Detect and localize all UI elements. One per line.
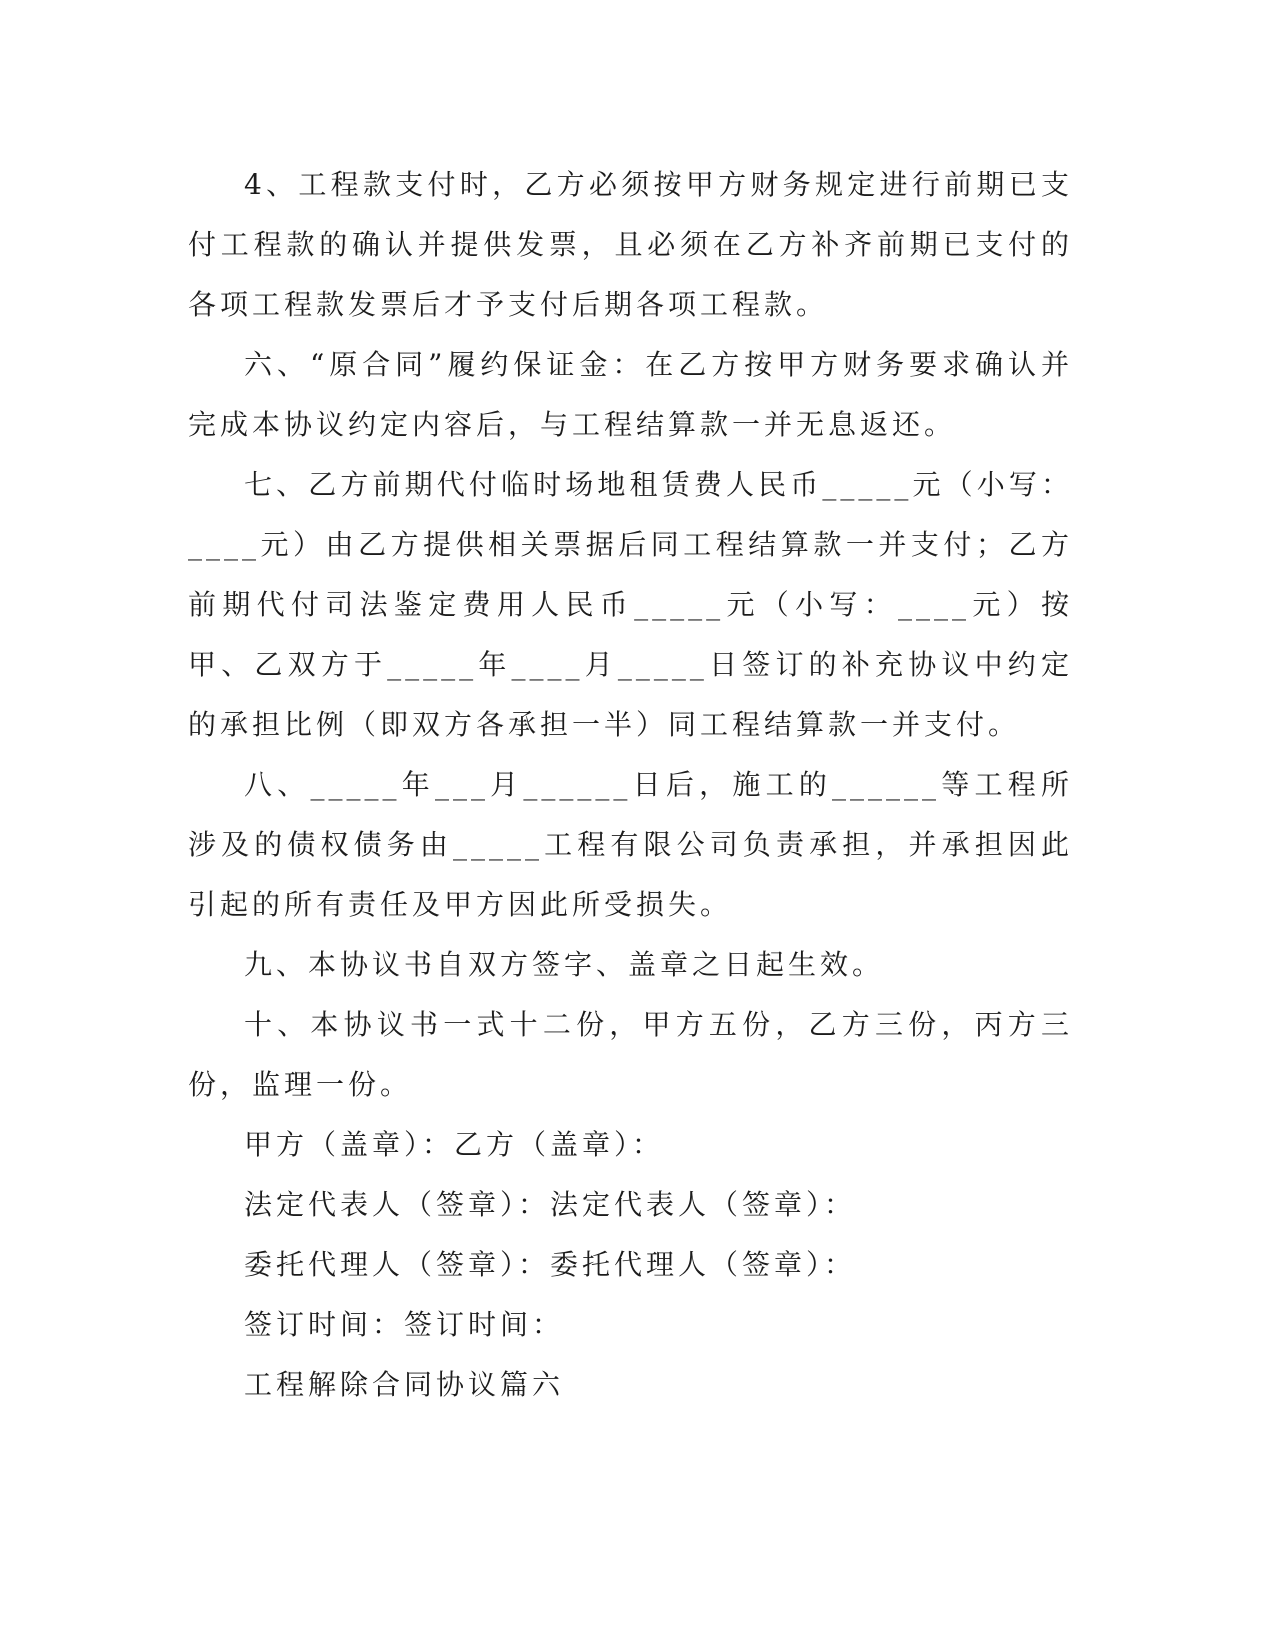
- clause-6-deposit: 六、“原合同”履约保证金：在乙方按甲方财务要求确认并完成本协议约定内容后，与工程结算款一并无息返还。: [188, 348, 1073, 441]
- signature-agent: 委托代理人（签章）：委托代理人（签章）：: [244, 1248, 857, 1281]
- section-heading: 工程解除合同协议篇六: [244, 1368, 565, 1401]
- signature-party-seal: 甲方（盖章）：乙方（盖章）：: [244, 1128, 665, 1161]
- clause-8-liabilities: 八、_____年___月______日后，施工的______等工程所涉及的债权债务由_____工程有限公司负责承担，并承担因此引起的所有责任及甲方因此所受损失。: [188, 768, 1073, 921]
- clause-7-fees: 七、乙方前期代付临时场地租赁费人民币_____元（小写：____元）由乙方提供相关票据后同工程结算款一并支付；乙方前期代付司法鉴定费用人民币_____元（小写：____元）按甲、乙双方于_____年____月_____日签订的补充协议中约定的承担比例（即双方各承担一半）同工程结算款一并支付。: [188, 468, 1073, 741]
- clause-9-effective: 九、本协议书自双方签字、盖章之日起生效。: [244, 948, 885, 981]
- signature-date: 签订时间：签订时间：: [244, 1308, 565, 1341]
- clause-10-copies: 十、本协议书一式十二份，甲方五份，乙方三份，丙方三份，监理一份。: [188, 1008, 1073, 1101]
- document-body: [188, 155, 1073, 1415]
- signature-legal-rep: 法定代表人（签章）：法定代表人（签章）：: [244, 1188, 857, 1221]
- clause-4-payment: 4、工程款支付时，乙方必须按甲方财务规定进行前期已支付工程款的确认并提供发票，且必须在乙方补齐前期已支付的各项工程款发票后才予支付后期各项工程款。: [188, 168, 1073, 321]
